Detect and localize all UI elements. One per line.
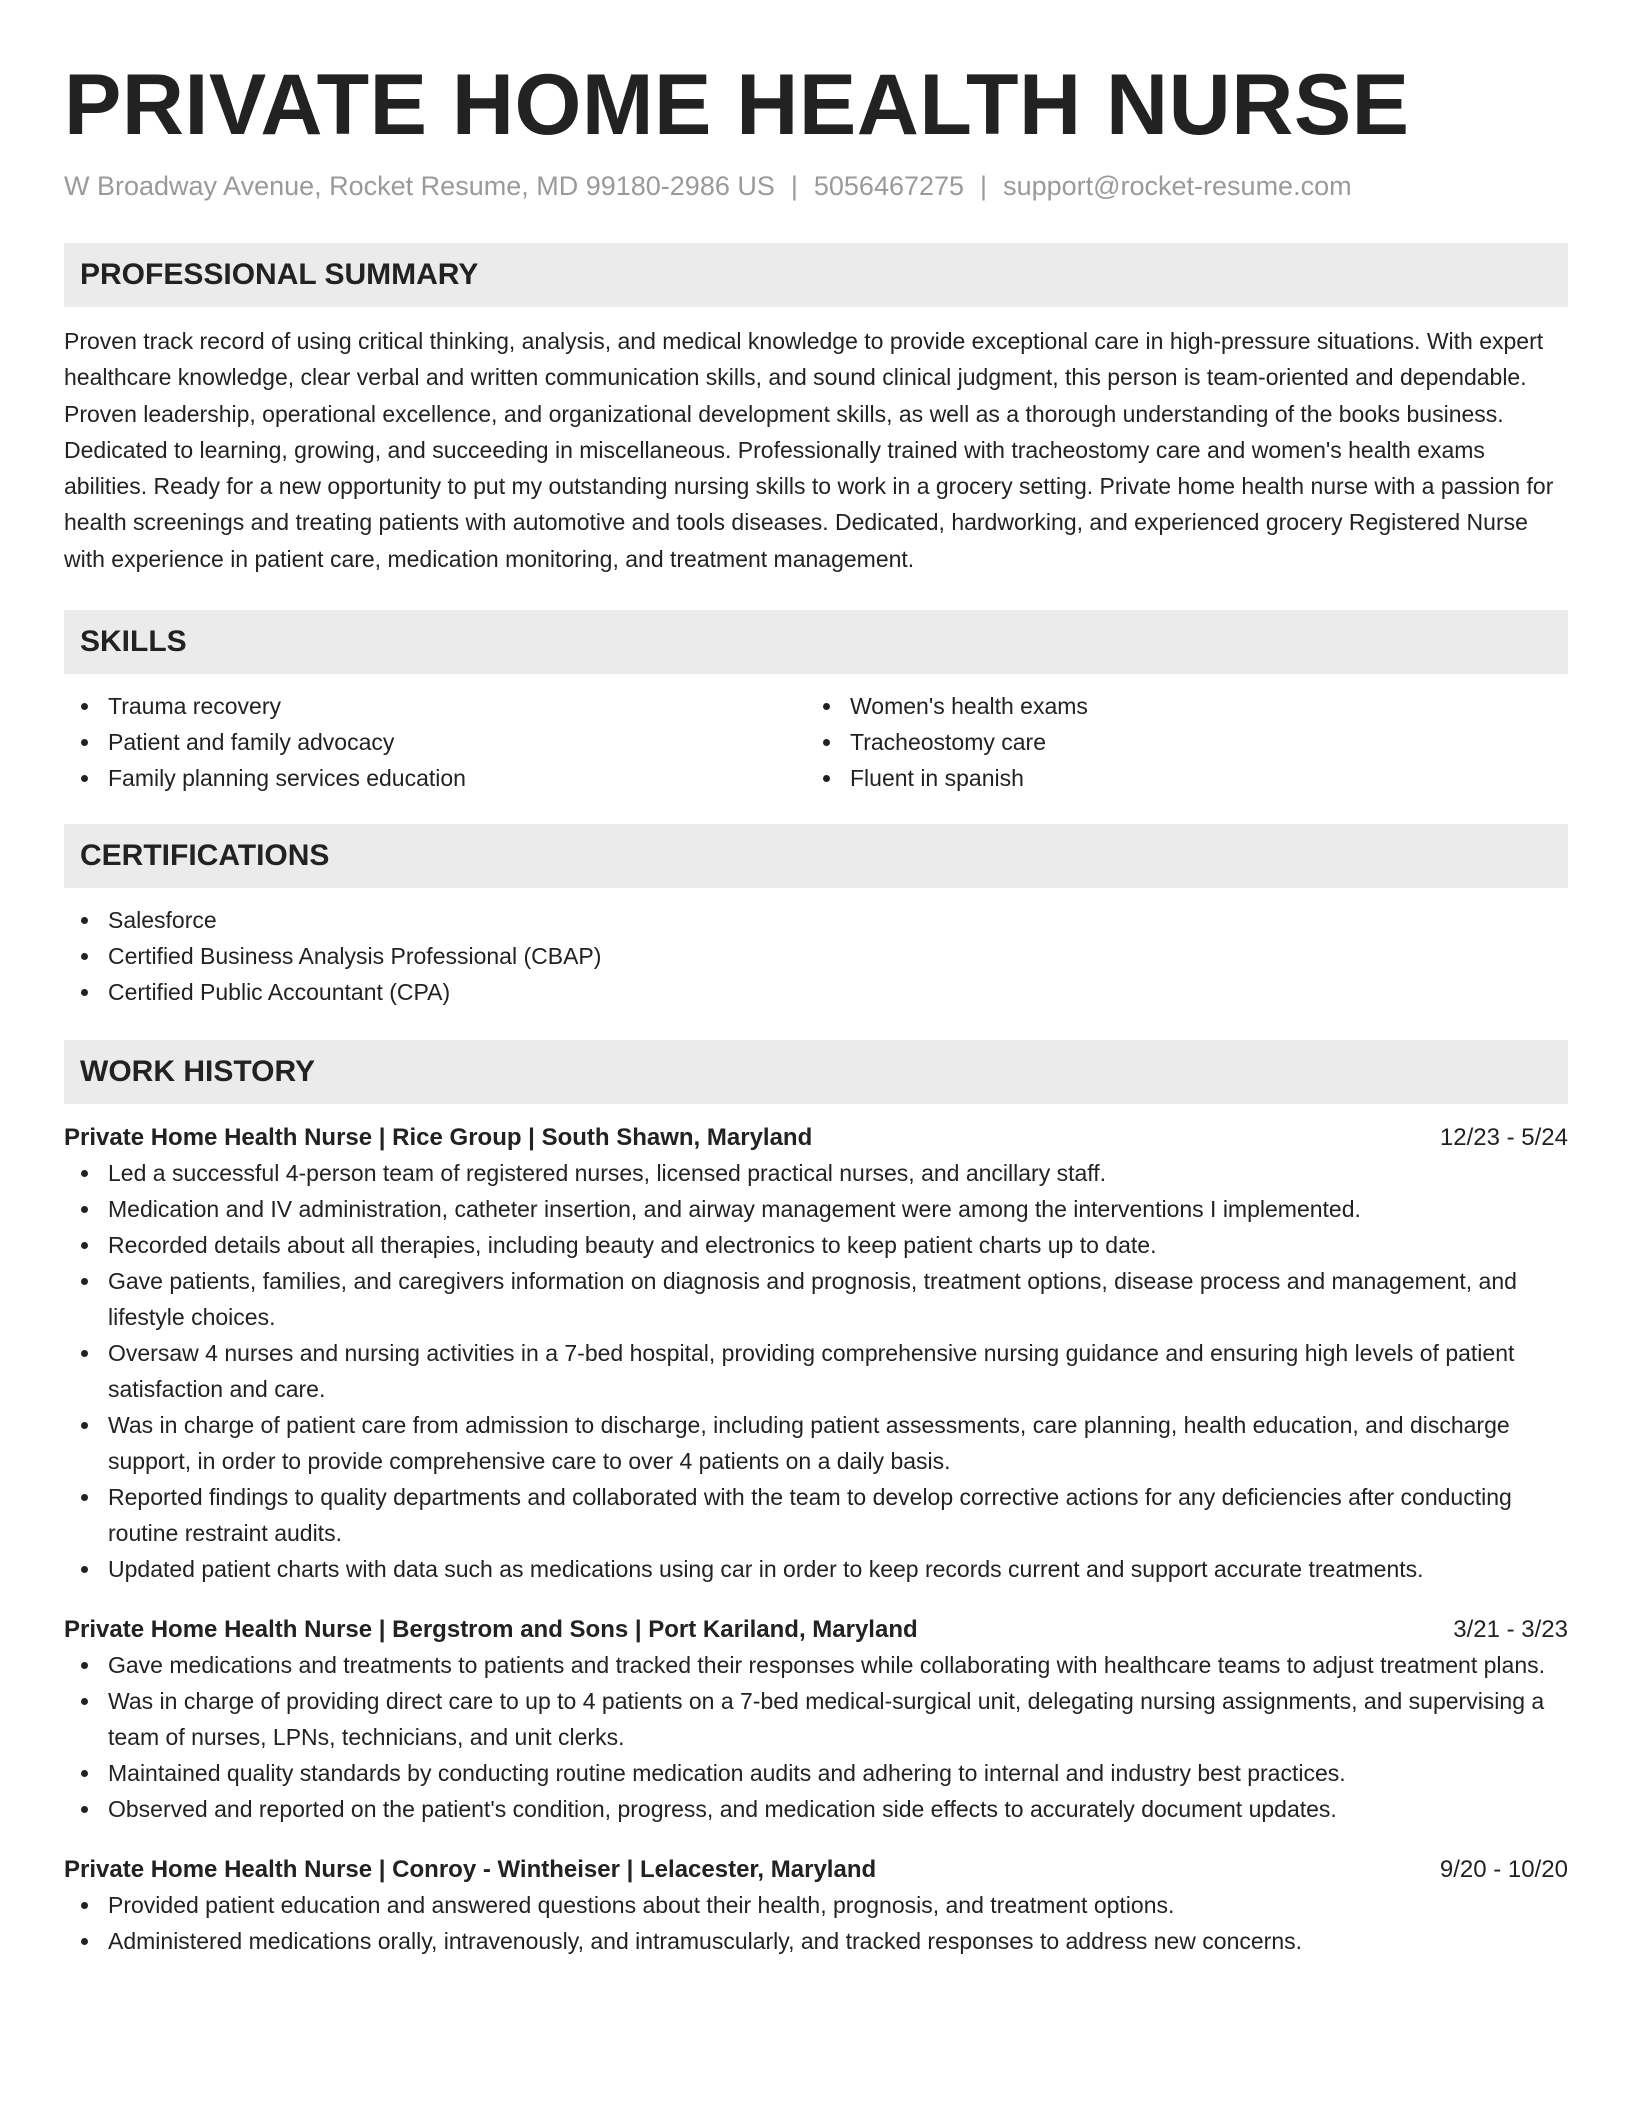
job-bullet: Medication and IV administration, catheter insertion, and airway management were among the interventions I implemented. <box>64 1191 1568 1227</box>
contact-email: support@rocket-resume.com <box>1003 171 1352 201</box>
job-bullet: Was in charge of patient care from admission to discharge, including patient assessments, care planning, health education, and discharge support, in order to provide comprehensive care to over 4 patients on a daily basis. <box>64 1407 1568 1479</box>
job-title: Private Home Health Nurse | Conroy - Wintheiser | Lelacester, Maryland <box>64 1856 877 1884</box>
skills-column-right <box>806 688 1548 796</box>
job-dates: 3/21 - 3/23 <box>1453 1616 1568 1644</box>
job-bullet: Gave medications and treatments to patients and tracked their responses while collaborating with healthcare teams to adjust treatment plans. <box>64 1647 1568 1683</box>
skill-item: Fluent in spanish <box>806 760 1548 796</box>
contact-separator: | <box>790 171 798 201</box>
job-bullet: Maintained quality standards by conducting routine medication audits and adhering to internal and industry best practices. <box>64 1755 1568 1791</box>
contact-line <box>64 168 1568 204</box>
contact-address: W Broadway Avenue, Rocket Resume, MD 99180-2986 US <box>64 171 775 201</box>
contact-separator: | <box>980 171 988 201</box>
job-entry <box>64 1613 1568 1827</box>
job-bullets <box>64 1647 1568 1827</box>
skill-item: Trauma recovery <box>64 688 806 724</box>
job-header <box>64 1853 1568 1887</box>
summary-heading: PROFESSIONAL SUMMARY <box>64 243 1568 307</box>
job-bullet: Updated patient charts with data such as medications using car in order to keep records current and support accurate treatments. <box>64 1551 1568 1587</box>
job-title: Private Home Health Nurse | Bergstrom and Sons | Port Kariland, Maryland <box>64 1616 918 1644</box>
job-bullet: Reported findings to quality departments and collaborated with the team to develop corrective actions for any deficiencies after conducting routine restraint audits. <box>64 1479 1568 1551</box>
contact-phone: 5056467275 <box>813 171 965 201</box>
job-bullet: Gave patients, families, and caregivers information on diagnosis and prognosis, treatment options, disease process and management, and lifestyle choices. <box>64 1263 1568 1335</box>
skill-item: Tracheostomy care <box>806 724 1548 760</box>
job-bullet: Led a successful 4-person team of registered nurses, licensed practical nurses, and ancillary staff. <box>64 1155 1568 1191</box>
certifications-list <box>64 902 1568 1010</box>
certification-item: Salesforce <box>64 902 1568 938</box>
skills-column-left <box>64 688 806 796</box>
skill-item: Family planning services education <box>64 760 806 796</box>
work-history-heading: WORK HISTORY <box>64 1040 1568 1104</box>
job-entry <box>64 1853 1568 1959</box>
job-bullet: Administered medications orally, intravenously, and intramuscularly, and tracked responses to address new concerns. <box>64 1923 1568 1959</box>
job-header <box>64 1613 1568 1647</box>
job-entry <box>64 1121 1568 1587</box>
job-bullet: Provided patient education and answered questions about their health, prognosis, and treatment options. <box>64 1887 1568 1923</box>
resume-name: PRIVATE HOME HEALTH NURSE <box>64 57 1410 153</box>
job-bullets <box>64 1155 1568 1587</box>
certification-item: Certified Business Analysis Professional (CBAP) <box>64 938 1568 974</box>
job-bullet: Oversaw 4 nurses and nursing activities in a 7-bed hospital, providing comprehensive nursing guidance and ensuring high levels of patient satisfaction and care. <box>64 1335 1568 1407</box>
job-bullet: Was in charge of providing direct care to up to 4 patients on a 7-bed medical-surgical unit, delegating nursing assignments, and supervising a team of nurses, LPNs, technicians, and unit clerks. <box>64 1683 1568 1755</box>
job-bullets <box>64 1887 1568 1959</box>
skills-heading: SKILLS <box>64 610 1568 674</box>
job-bullet: Recorded details about all therapies, including beauty and electronics to keep patient charts up to date. <box>64 1227 1568 1263</box>
skill-item: Patient and family advocacy <box>64 724 806 760</box>
job-title: Private Home Health Nurse | Rice Group | South Shawn, Maryland <box>64 1124 813 1152</box>
resume-page <box>64 0 1568 1959</box>
job-dates: 9/20 - 10/20 <box>1439 1856 1568 1884</box>
job-dates: 12/23 - 5/24 <box>1439 1124 1568 1152</box>
job-bullet: Observed and reported on the patient's condition, progress, and medication side effects to accurately document updates. <box>64 1791 1568 1827</box>
skills-list <box>64 688 1568 796</box>
certification-item: Certified Public Accountant (CPA) <box>64 974 1568 1010</box>
skill-item: Women's health exams <box>806 688 1548 724</box>
summary-text: Proven track record of using critical thinking, analysis, and medical knowledge to provide exceptional care in high-pressure situations. With expert healthcare knowledge, clear verbal and written communication skills, and sound clinical judgment, this person is team-oriented and dependable. Proven leadership, operational excellence, and organizational development skills, as well as a thorough understanding of the books business. Dedicated to learning, growing, and succeeding in miscellaneous. Professionally trained with tracheostomy care and women's health exams abilities. Ready for a new opportunity to put my outstanding nursing skills to work in a grocery setting. Private home health nurse with a passion for health screenings and treating patients with automotive and tools diseases. Dedicated, hardworking, and experienced grocery Registered Nurse with experience in patient care, medication monitoring, and treatment management. <box>64 328 1554 572</box>
job-header <box>64 1121 1568 1155</box>
certifications-heading: CERTIFICATIONS <box>64 824 1568 888</box>
